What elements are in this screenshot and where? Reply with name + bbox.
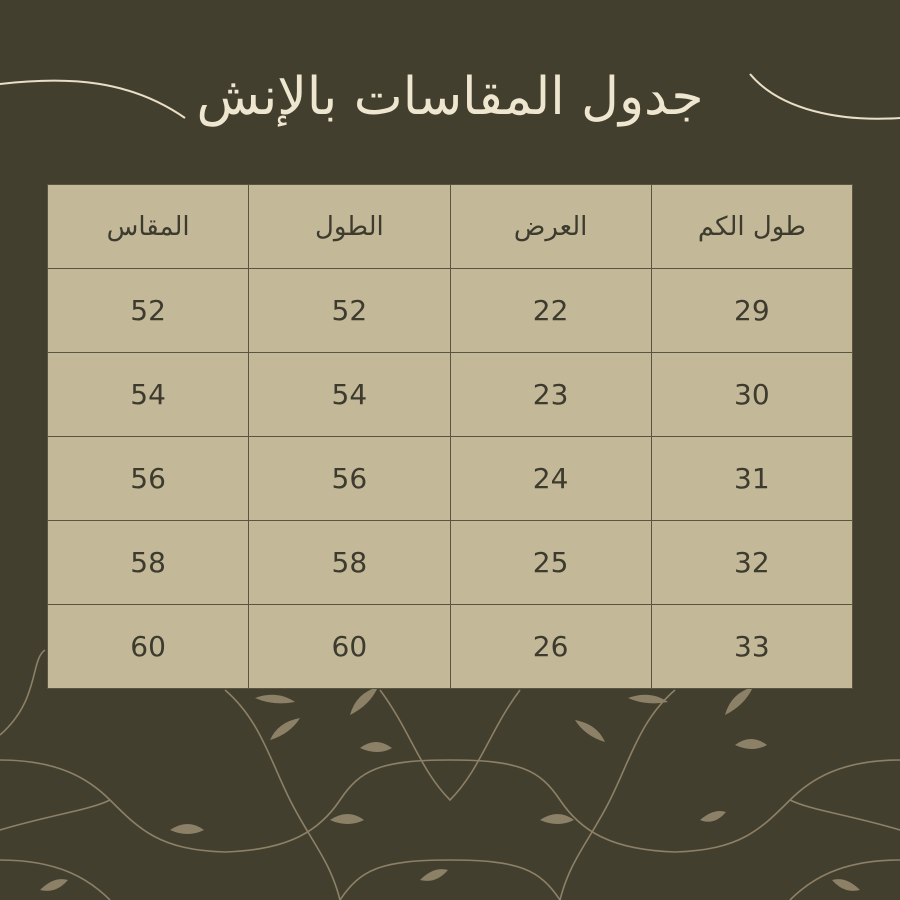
cell-sleeve-length: 31 (651, 437, 852, 521)
header-width: العرض (450, 185, 651, 269)
page-title: جدول المقاسات بالإنش (196, 67, 704, 127)
cell-size: 60 (48, 605, 249, 689)
table-row (48, 437, 853, 521)
cell-width: 22 (450, 269, 651, 353)
table-row (48, 605, 853, 689)
cell-size: 58 (48, 521, 249, 605)
cell-sleeve-length: 32 (651, 521, 852, 605)
table-row (48, 353, 853, 437)
cell-length: 60 (249, 605, 450, 689)
cell-width: 24 (450, 437, 651, 521)
size-chart-table (47, 184, 853, 689)
cell-size: 52 (48, 269, 249, 353)
cell-length: 54 (249, 353, 450, 437)
cell-width: 25 (450, 521, 651, 605)
header-sleeve-length: طول الكم (651, 185, 852, 269)
header-size: المقاس (48, 185, 249, 269)
cell-sleeve-length: 30 (651, 353, 852, 437)
cell-length: 56 (249, 437, 450, 521)
cell-sleeve-length: 29 (651, 269, 852, 353)
header-length: الطول (249, 185, 450, 269)
cell-width: 23 (450, 353, 651, 437)
cell-width: 26 (450, 605, 651, 689)
cell-size: 54 (48, 353, 249, 437)
table-header-row (48, 185, 853, 269)
cell-sleeve-length: 33 (651, 605, 852, 689)
cell-size: 56 (48, 437, 249, 521)
table-row (48, 521, 853, 605)
cell-length: 58 (249, 521, 450, 605)
cell-length: 52 (249, 269, 450, 353)
table-row (48, 269, 853, 353)
